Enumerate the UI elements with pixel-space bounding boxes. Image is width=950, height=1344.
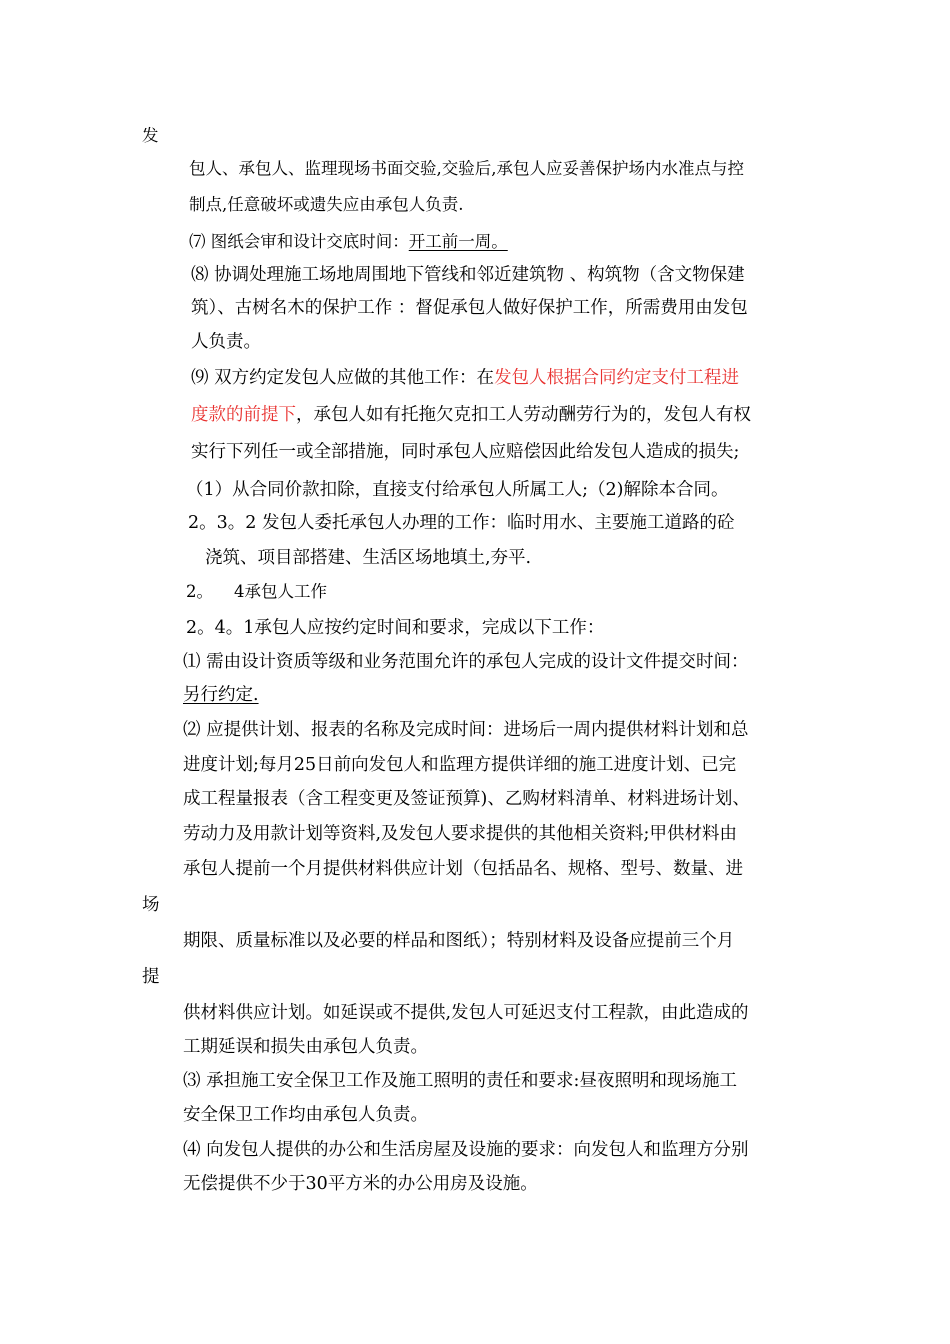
text-line [189,234,508,251]
text-line [189,197,464,214]
text-line [183,826,737,844]
text-line [191,334,261,352]
text-run: 安全保卫工作均由承包人负责。 [183,1105,428,1125]
text-run: 筑）、古树名木的保护工作 ：督促承包人做好保护工作，所需费用由发包 [191,298,748,318]
text-line [183,1142,749,1160]
text-line [191,267,745,285]
text-line [186,620,604,638]
text-line [189,161,744,178]
text-line [183,722,749,740]
highlighted-text: 度款的前提下 [191,405,296,425]
text-run: 发 [142,126,159,145]
text-line [142,128,159,145]
highlighted-text: 发包人根据合同约定支付工程进 [494,368,740,388]
text-line [205,550,531,568]
text-run: 期限、质量标准以及必要的样品和图纸）；特别材料及设备应提前三个月 [183,931,735,951]
text-run: 供材料供应计划。如延误或不提供,发包人可延迟支付工程款，由此造成的 [183,1003,749,1023]
underlined-value: 另行约定. [183,685,259,705]
text-run: ⑺ 图纸会审和设计交底时间： [189,232,409,251]
text-run: 实行下列任一或全部措施，同时承包人应赔偿因此给发包人造成的损失; [191,442,740,462]
text-line [183,654,749,672]
text-run: 进度计划;每月25日前向发包人和监理方提供详细的施工进度计划、已完 [183,755,737,775]
text-line [183,687,259,705]
text-run: 浇筑、项目部搭建、生活区场地填土,夯平. [205,548,532,568]
text-run: ⑼ 双方约定发包人应做的其他工作：在 [191,368,495,388]
text-line [183,1005,749,1023]
text-run: ⑵ 应提供计划、报表的名称及完成时间：进场后一周内提供材料计划和总 [183,720,749,740]
text-run: 2。4。1承包人应按约定时间和要求，完成以下工作： [186,618,605,638]
text-run: 2。 4承包人工作 [186,582,327,601]
text-run: 承包人提前一个月提供材料供应计划（包括品名、规格、型号、数量、进 [183,859,743,879]
underlined-value: 开工前一周。 [408,232,508,251]
text-line [142,969,160,987]
text-run: 人负责。 [191,332,261,352]
text-line [188,515,734,533]
text-line [191,407,751,425]
text-line [191,300,748,318]
text-run: 成工程量报表（含工程变更及签证预算)、乙购材料清单、材料进场计划、 [183,789,750,809]
text-line [142,897,160,915]
text-run: 2。3。2 发包人委托承包人办理的工作：临时用水、主要施工道路的砼 [188,513,735,533]
text-run: ⑻ 协调处理施工场地周围地下管线和邻近建筑物 、构筑物（含文物保建 [191,265,745,285]
text-run: ⑷ 向发包人提供的办公和生活房屋及设施的要求：向发包人和监理方分别 [183,1140,749,1160]
text-line [191,444,739,462]
text-line [191,370,739,388]
text-line [186,482,729,500]
text-run: 提 [142,967,160,987]
text-run: 劳动力及用款计划等资料,及发包人要求提供的其他相关资料;甲供材料由 [183,824,737,844]
text-line [183,1073,737,1091]
text-line [183,791,750,809]
text-run: 包人、承包人、监理现场书面交验,交验后,承包人应妥善保护场内水准点与控 [189,159,744,178]
text-run: 制点,任意破坏或遗失应由承包人负责. [189,195,464,214]
text-run: 场 [142,895,160,915]
text-run: ，承包人如有托拖欠克扣工人劳动酬劳行为的，发包人有权 [296,405,751,425]
text-run: 无偿提供不少于30平方米的办公用房及设施。 [183,1174,538,1194]
text-line [183,757,736,775]
text-line [183,1039,428,1057]
text-run: ⑶ 承担施工安全保卫工作及施工照明的责任和要求:昼夜照明和现场施工 [183,1071,737,1091]
text-line [183,1107,428,1125]
text-line [183,1176,538,1194]
text-line [186,584,327,601]
text-line [183,933,734,951]
text-run: （1）从合同价款扣除，直接支付给承包人所属工人;（2)解除本合同。 [186,480,729,500]
text-line [183,861,743,879]
text-run: ⑴ 需由设计资质等级和业务范围允许的承包人完成的设计文件提交时间： [183,652,749,672]
text-run: 工期延误和损失由承包人负责。 [183,1037,428,1057]
